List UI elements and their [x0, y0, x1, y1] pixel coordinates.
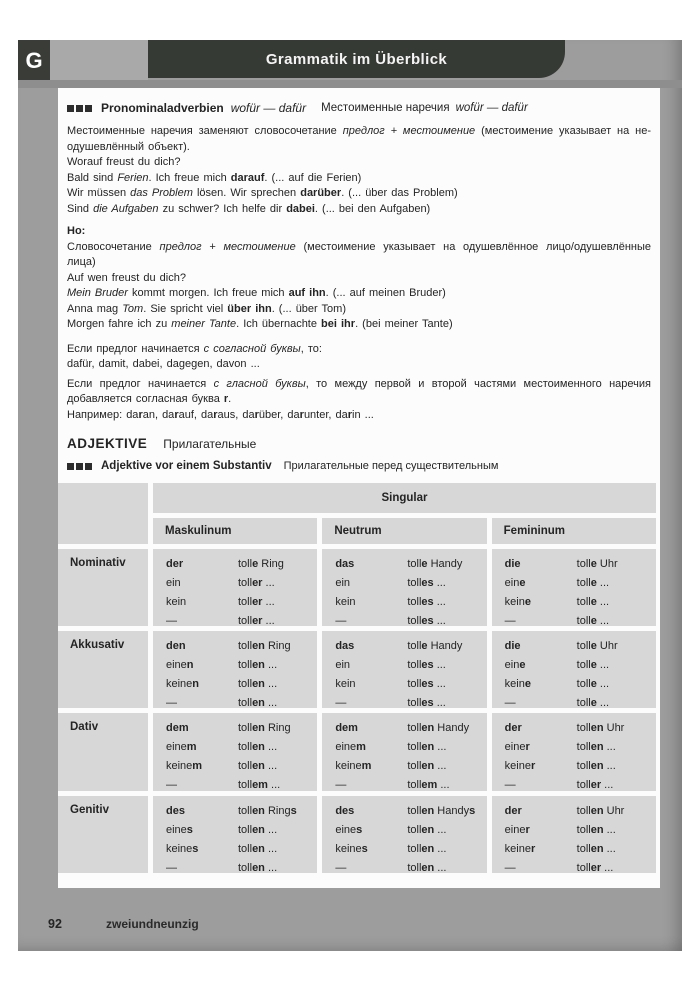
text-line: Словосочетание предлог + местоимение (местоимение указывает на одушевлённое лицо/одушевлённые — [67, 240, 651, 253]
adjective-title-ru: Прилагательные — [163, 437, 257, 451]
text-line: Если предлог начинается с гласной буквы, то между первой и второй частями местоименного наречия — [67, 377, 651, 390]
article-text: einer — [504, 824, 530, 836]
text-line: Но: — [67, 225, 86, 237]
text-line: Mein Bruder kommt morgen. Ich freue mich auf ihn. (... auf meinen Bruder) — [67, 287, 446, 299]
declension-line — [153, 738, 317, 757]
adjective-noun-text: tolles ... — [407, 659, 446, 671]
declension-line — [322, 656, 486, 675]
book-page — [18, 40, 682, 951]
adjective-noun-text: tollen ... — [576, 824, 616, 836]
adjective-noun-text: tollen ... — [576, 843, 616, 855]
article-text: der — [504, 805, 522, 817]
table-declension-cell — [153, 549, 317, 626]
article-text: — — [166, 862, 177, 874]
adjective-noun-text: tolles ... — [407, 678, 446, 690]
article-text: keinen — [166, 678, 200, 690]
table-declension-cell — [492, 631, 656, 708]
adjective-noun-text: tollen ... — [238, 862, 278, 874]
article-text: keines — [335, 843, 368, 855]
adjective-noun-text: toller ... — [576, 779, 614, 791]
article-text: eine — [504, 577, 526, 589]
article-text: — — [166, 697, 177, 709]
article-text: einem — [166, 741, 197, 753]
adjective-noun-text: tollem ... — [407, 779, 450, 791]
declension-line — [492, 802, 656, 821]
table-case-label: Akkusativ — [58, 631, 148, 708]
declension-line — [153, 719, 317, 738]
table-singular-header: Singular — [153, 483, 656, 513]
declension-line — [492, 694, 656, 713]
declension-line — [492, 555, 656, 574]
table-declension-cell — [153, 713, 317, 791]
declension-line — [322, 593, 486, 612]
adjective-noun-text: tollen ... — [407, 741, 447, 753]
text-line: Местоименные наречия заменяют словосочетание предлог + местоимение (местоимение указывает на не- — [67, 125, 651, 137]
table-case-label: Dativ — [58, 713, 148, 791]
article-text: einen — [166, 659, 194, 671]
article-text: kein — [335, 596, 356, 608]
table-declension-cell — [153, 796, 317, 873]
declension-line — [492, 656, 656, 675]
text-line: Например: daran, darauf, daraus, darüber, darunter, darin ... — [67, 408, 374, 421]
article-text: der — [166, 558, 184, 570]
article-text: dem — [166, 722, 189, 734]
declension-line — [153, 821, 317, 840]
adjective-noun-text: tollen ... — [576, 741, 616, 753]
text-line: Если предлог начинается с согласной буквы, то: — [67, 342, 322, 355]
text-line: Morgen fahre ich zu meiner Tante. Ich übernachte bei ihr. (bei meiner Tante) — [67, 318, 453, 330]
text-line: dafür, damit, dabei, dagegen, davon ... — [67, 358, 260, 370]
declension-line — [322, 802, 486, 821]
declension-line — [153, 776, 317, 795]
adjective-noun-text: toller ... — [576, 862, 614, 874]
text-line: одушевлённый объект). — [67, 140, 190, 153]
declension-line — [322, 821, 486, 840]
adjective-subsection-heading — [67, 460, 651, 472]
article-text: ein — [335, 577, 351, 589]
declension-line — [492, 757, 656, 776]
heading-de: Pronominaladverbien — [101, 101, 224, 115]
declension-line — [322, 675, 486, 694]
declension-line — [322, 555, 486, 574]
adjective-noun-text: tolle Uhr — [576, 640, 618, 652]
article-text: eine — [504, 659, 526, 671]
declension-line — [322, 757, 486, 776]
article-text: der — [504, 722, 522, 734]
declension-line — [322, 776, 486, 795]
article-text: — — [166, 779, 177, 791]
adjective-noun-text: tollen ... — [238, 697, 278, 709]
adjective-noun-text: tollen ... — [407, 862, 447, 874]
header-band — [50, 40, 148, 80]
text-line: Worauf freust du dich? — [67, 156, 181, 168]
table-declension-cell — [322, 631, 486, 708]
table-gender-header: Femininum — [492, 518, 656, 544]
adjective-noun-text: tollen ... — [576, 760, 616, 772]
article-text: kein — [335, 678, 356, 690]
article-text: einer — [504, 741, 530, 753]
table-gender-header: Maskulinum — [153, 518, 317, 544]
declension-line — [153, 802, 317, 821]
declension-line — [153, 757, 317, 776]
section-letter-tab — [18, 40, 50, 82]
table-corner-cell — [58, 483, 148, 544]
declension-line — [492, 574, 656, 593]
table-declension-cell — [492, 549, 656, 626]
adjective-noun-text: tollen Handys — [407, 805, 476, 817]
adjective-noun-text: tollen Uhr — [576, 722, 625, 734]
adjective-noun-text: tolle ... — [576, 697, 610, 709]
article-text: eines — [335, 824, 363, 836]
content-panel — [58, 88, 660, 888]
article-text: ein — [335, 659, 351, 671]
declension-line — [492, 675, 656, 694]
article-text: einem — [335, 741, 366, 753]
heading-ru-examples: wofür — dafür — [455, 102, 528, 114]
article-text: — — [335, 615, 347, 627]
adjective-noun-text: tollen ... — [238, 824, 278, 836]
article-text: — — [335, 697, 347, 709]
article-text: keiner — [504, 843, 536, 855]
adjective-noun-text: tolle ... — [576, 615, 610, 627]
adjective-noun-text: tollen Rings — [238, 805, 297, 817]
article-text: den — [166, 640, 186, 652]
table-declension-cell — [153, 631, 317, 708]
pronominal-section-heading — [67, 101, 651, 115]
article-text: keinem — [166, 760, 203, 772]
adjective-noun-text: toller ... — [238, 615, 275, 627]
adjective-noun-text: tollen ... — [407, 760, 447, 772]
declension-line — [153, 840, 317, 859]
article-text: keinem — [335, 760, 372, 772]
article-text: — — [504, 697, 516, 709]
declension-line — [492, 776, 656, 795]
subheading-ru: Прилагательные перед существительным — [283, 460, 499, 472]
declension-line — [492, 593, 656, 612]
text-line: Anna mag Tom. Sie spricht viel über ihn. (... über Tom) — [67, 302, 347, 315]
adjective-section-title — [67, 436, 651, 451]
declension-line — [322, 694, 486, 713]
declension-line — [492, 821, 656, 840]
adjective-noun-text: tolle ... — [576, 659, 610, 671]
article-text: — — [335, 862, 347, 874]
adjective-noun-text: tolle Handy — [407, 640, 463, 652]
article-text: keiner — [504, 760, 536, 772]
article-text: keine — [504, 596, 531, 608]
article-text: kein — [166, 596, 187, 608]
declension-table — [58, 483, 656, 873]
declension-line — [153, 637, 317, 656]
declension-line — [492, 859, 656, 878]
article-text: die — [504, 640, 521, 652]
declension-line — [153, 656, 317, 675]
table-declension-cell — [492, 713, 656, 791]
adjective-noun-text: tollen ... — [238, 741, 278, 753]
three-squares-icon — [67, 105, 92, 112]
adjective-noun-text: tollen ... — [238, 760, 278, 772]
article-text: — — [166, 615, 177, 627]
adjective-noun-text: tollen Ring — [238, 722, 291, 734]
pronominal-intro-paragraph — [67, 124, 651, 217]
adjective-noun-text: tollem ... — [238, 779, 281, 791]
heading-ru: Местоименные наречия — [321, 102, 450, 114]
adjective-noun-text: tollen ... — [238, 659, 278, 671]
article-text: ein — [166, 577, 181, 589]
table-gender-header: Neutrum — [322, 518, 486, 544]
adjective-noun-text: tolle ... — [576, 577, 610, 589]
declension-line — [492, 738, 656, 757]
table-case-label: Nominativ — [58, 549, 148, 626]
article-text: das — [335, 558, 355, 570]
declension-line — [322, 574, 486, 593]
declension-line — [492, 840, 656, 859]
adjective-noun-text: tollen Uhr — [576, 805, 625, 817]
table-declension-cell — [492, 796, 656, 873]
declension-line — [153, 593, 317, 612]
article-text: des — [335, 805, 355, 817]
text-line: Wir müssen das Problem lösen. Wir sprechen darüber. (... über das Problem) — [67, 187, 458, 199]
text-line: Auf wen freust du dich? — [67, 271, 186, 284]
declension-line — [492, 719, 656, 738]
article-text: — — [504, 779, 516, 791]
adjective-noun-text: tolle Uhr — [576, 558, 618, 570]
article-text: — — [504, 862, 516, 874]
adjective-noun-text: tollen ... — [238, 678, 278, 690]
adjective-title-de: ADJEKTIVE — [67, 436, 148, 451]
article-text: dem — [335, 722, 358, 734]
adjective-noun-text: tolles ... — [407, 697, 446, 709]
adjective-noun-text: tolles ... — [407, 596, 446, 608]
header-shadow-strip — [18, 80, 682, 88]
three-squares-icon — [67, 463, 92, 470]
article-text: des — [166, 805, 185, 817]
declension-line — [153, 694, 317, 713]
section-letter: G — [25, 48, 43, 73]
adjective-noun-text: toller ... — [238, 577, 275, 589]
heading-de-examples: wofür — dafür — [230, 101, 307, 115]
article-text: — — [335, 779, 347, 791]
text-line: Sind die Aufgaben zu schwer? Ich helfe dir dabei. (... bei den Aufgaben) — [67, 202, 431, 215]
declension-line — [153, 612, 317, 631]
page-header-bar — [148, 40, 565, 78]
text-line: лица) — [67, 256, 96, 268]
adjective-noun-text: tolles ... — [407, 615, 446, 627]
subheading-de: Adjektive vor einem Substantiv — [101, 460, 272, 472]
page-header-title: Grammatik im Überblick — [265, 50, 448, 68]
text-line: добавляется согласная буква r. — [67, 393, 232, 405]
page-number-word: zweiundneunzig — [106, 917, 199, 931]
adjective-noun-text: tollen ... — [407, 824, 447, 836]
adjective-noun-text: tollen ... — [407, 843, 447, 855]
declension-line — [322, 719, 486, 738]
declension-line — [322, 612, 486, 631]
article-text: eines — [166, 824, 193, 836]
adjective-noun-text: tolle Ring — [238, 558, 284, 570]
adjective-noun-text: tolle Handy — [407, 558, 463, 570]
pronominal-but-paragraph — [67, 224, 651, 333]
adjective-noun-text: tolle ... — [576, 596, 610, 608]
declension-line — [322, 738, 486, 757]
declension-line — [492, 637, 656, 656]
table-declension-cell — [322, 713, 486, 791]
table-case-label: Genitiv — [58, 796, 148, 873]
table-declension-cell — [322, 549, 486, 626]
adjective-noun-text: tolles ... — [407, 577, 446, 589]
text-line: Bald sind Ferien. Ich freue mich darauf. (... auf die Ferien) — [67, 171, 362, 184]
article-text: die — [504, 558, 521, 570]
declension-line — [153, 859, 317, 878]
declension-line — [322, 637, 486, 656]
declension-line — [322, 840, 486, 859]
declension-line — [153, 675, 317, 694]
adjective-noun-text: tollen ... — [238, 843, 278, 855]
declension-line — [153, 574, 317, 593]
article-text: — — [504, 615, 516, 627]
article-text: das — [335, 640, 355, 652]
article-text: keines — [166, 843, 199, 855]
adjective-noun-text: tollen Handy — [407, 722, 470, 734]
page-number: 92 — [48, 917, 62, 931]
declension-line — [153, 555, 317, 574]
adjective-noun-text: tollen Ring — [238, 640, 291, 652]
pronominal-rule-paragraph — [67, 342, 651, 424]
adjective-noun-text: toller ... — [238, 596, 275, 608]
declension-line — [492, 612, 656, 631]
article-text: keine — [504, 678, 531, 690]
adjective-noun-text: tolle ... — [576, 678, 610, 690]
table-declension-cell — [322, 796, 486, 873]
declension-line — [322, 859, 486, 878]
